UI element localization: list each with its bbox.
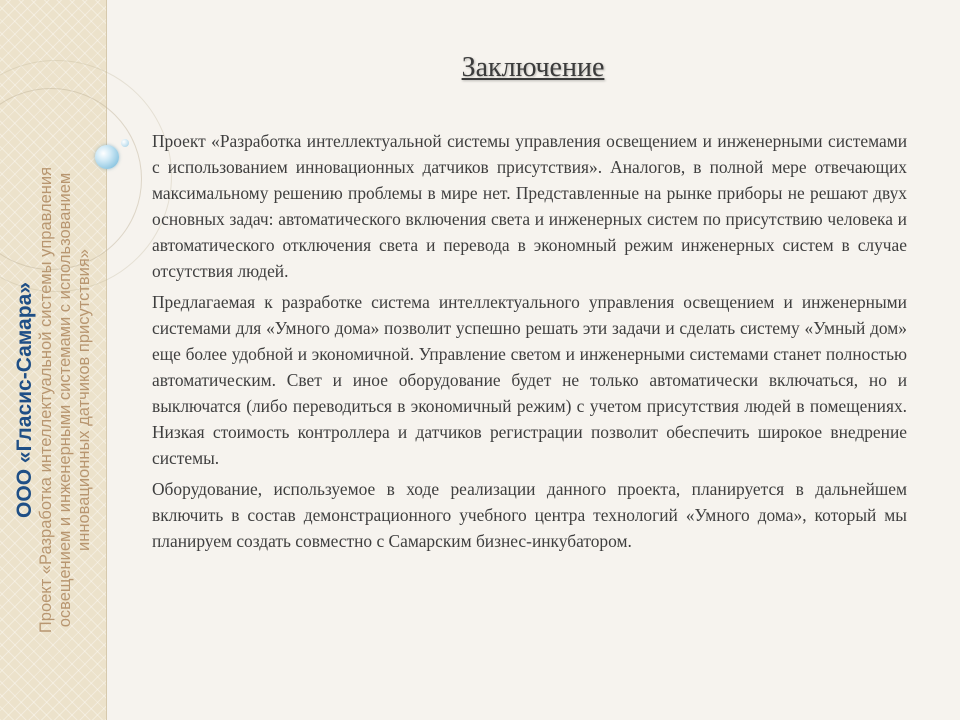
slide-content — [152, 128, 907, 559]
project-line-3: инновационных датчиков присутствия» — [75, 249, 93, 551]
project-line-2: освещением и инженерными системами с использованием — [56, 172, 74, 628]
slide-title-container — [106, 52, 960, 84]
paragraph-1: Проект «Разработка интеллектуальной системы управления освещением и инженерными системами с использованием инновационных датчиков присутствия». Аналогов, в полной мере отвечающих максимальному решению проблемы в мире нет. Представленные на рынке приборы не решают двух основных задач: автоматического включения света и инженерных систем по присутствию человека и автоматического отключения света и перевода в экономный режим инженерных систем в случае отсутствия людей. — [152, 131, 907, 281]
project-line-1: Проект «Разработка интеллектуальной системы управления — [37, 166, 55, 634]
company-name: ООО «Гласис-Самара» — [13, 282, 36, 518]
small-bubble-icon — [121, 139, 129, 147]
paragraph-2: Предлагаемая к разработке система интеллектуального управления освещением и инженерными системами для «Умного дома» позволит успешно решать эти задачи и сделать систему «Умный дом» еще более удобной и экономичной. Управление светом и инженерными системами станет полностью автоматическим. Свет и иное оборудование будет не только автоматически включаться, но и выключатся (либо переводиться в экономичный режим) с учетом присутствия людей в помещениях. Низкая стоимость контроллера и датчиков регистрации позволит обеспечить широкое внедрение системы. — [152, 292, 907, 468]
sidebar-vertical-caption — [12, 100, 94, 700]
bubble-icon — [95, 145, 119, 169]
slide-title: Заключение — [461, 52, 605, 83]
paragraph-3: Оборудование, используемое в ходе реализации данного проекта, планируется в дальнейшем включить в состав демонстрационного учебного центра технологий «Умного дома», который мы планируем создать совместно с Самарским бизнес-инкубатором. — [152, 479, 907, 551]
